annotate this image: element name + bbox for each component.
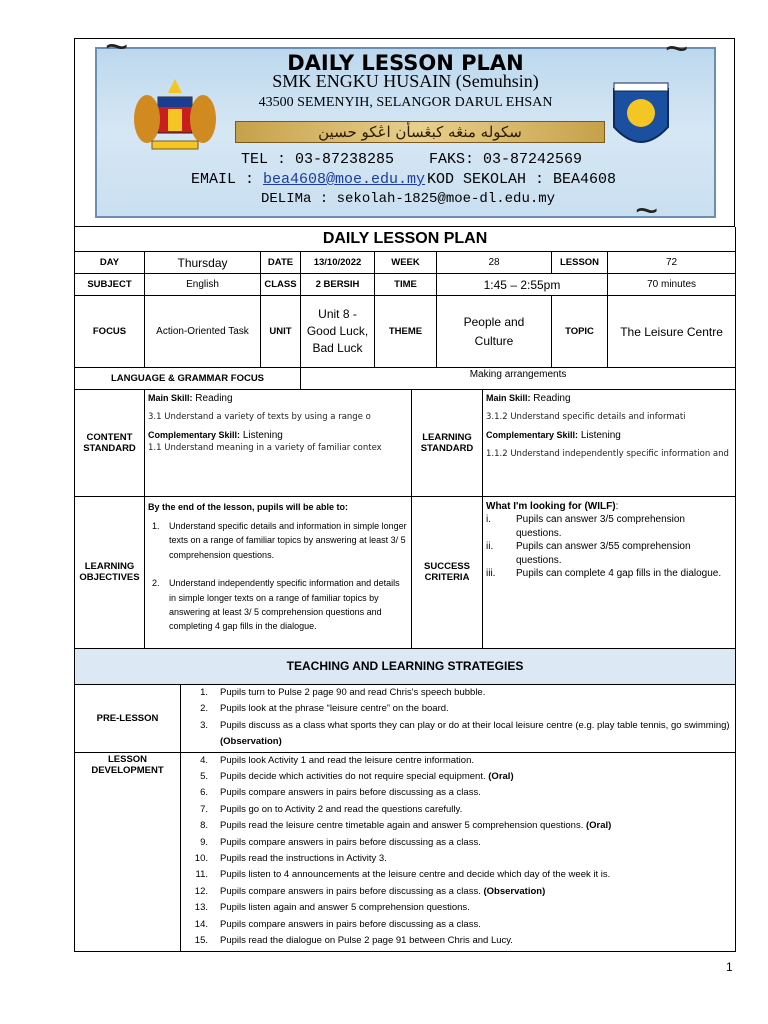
step-number: 6. bbox=[200, 787, 208, 799]
assessment-tag: (Oral) bbox=[585, 820, 612, 832]
step-text bbox=[220, 769, 514, 785]
step-text bbox=[220, 835, 481, 851]
lesson-info-table bbox=[74, 227, 736, 390]
time-value: 1:45 – 2:55pm bbox=[437, 274, 608, 296]
step-body: Pupils compare answers in pairs before discussing as a class. bbox=[220, 787, 481, 799]
step-text bbox=[220, 933, 513, 949]
school-code: KOD SEKOLAH : BEA4608 bbox=[427, 171, 617, 188]
step-body: Pupils listen to 4 announcements at the leisure centre and decide which day of the week it is. bbox=[220, 869, 611, 881]
subject-label: SUBJECT bbox=[75, 274, 145, 296]
strategy-step bbox=[184, 818, 732, 834]
strategy-step bbox=[184, 753, 732, 769]
step-body: Pupils compare answers in pairs before discussing as a class. bbox=[220, 836, 481, 848]
lesson-development-label: LESSON DEVELOPMENT bbox=[75, 752, 181, 951]
learning-objectives-label: LEARNING OBJECTIVES bbox=[75, 496, 145, 648]
assessment-tag: (Observation) bbox=[483, 885, 546, 897]
jawi-school-name: سكوله منڠه كبڠسأن اڠكو حسين bbox=[235, 121, 605, 143]
learning-standard-label: LEARNING STANDARD bbox=[412, 390, 483, 496]
time-label: TIME bbox=[375, 274, 437, 296]
strategy-step bbox=[184, 718, 732, 751]
criteria-text: Pupils can complete 4 gap fills in the dialogue. bbox=[516, 568, 722, 579]
step-body: Pupils compare answers in pairs before discussing as a class. bbox=[220, 885, 481, 897]
topic-label: TOPIC bbox=[552, 296, 608, 368]
content-standard-label: CONTENT STANDARD bbox=[75, 390, 145, 496]
step-body: Pupils read the dialogue on Pulse 2 page 91 between Chris and Lucy. bbox=[220, 935, 513, 947]
strategy-step bbox=[184, 867, 732, 883]
lesson-development-cell bbox=[181, 752, 736, 951]
main-skill-value: Reading bbox=[195, 393, 233, 404]
step-text bbox=[220, 818, 611, 834]
lesson-plan-page bbox=[74, 38, 735, 952]
step-text bbox=[220, 753, 474, 769]
plan-title: DAILY LESSON PLAN bbox=[75, 227, 736, 252]
standards-table bbox=[74, 390, 736, 649]
main-skill-standard: 3.1 Understand a variety of texts by using a range o bbox=[148, 412, 371, 422]
swirl-ornament-icon: ~ bbox=[635, 189, 659, 227]
step-number: 10. bbox=[194, 853, 208, 865]
step-number: 1. bbox=[200, 687, 208, 698]
strategy-step bbox=[184, 851, 732, 867]
email-link[interactable]: bea4608@moe.edu.my bbox=[263, 171, 426, 188]
ls-main-skill-value: Reading bbox=[533, 393, 571, 404]
strategy-step bbox=[184, 884, 732, 900]
telephone: TEL : 03-87238285 bbox=[241, 151, 395, 168]
objectives-intro: By the end of the lesson, pupils will be able to: bbox=[148, 501, 349, 512]
unit-value: Unit 8 - Good Luck, Bad Luck bbox=[301, 296, 375, 368]
step-number: 14. bbox=[194, 918, 208, 930]
email-label: EMAIL : bbox=[191, 171, 264, 188]
step-number: 13. bbox=[194, 902, 208, 914]
email-line bbox=[191, 171, 425, 188]
step-body: Pupils go on to Activity 2 and read the questions carefully. bbox=[220, 803, 463, 815]
ls-complementary-skill-label: Complementary Skill: bbox=[486, 430, 579, 440]
complementary-skill-standard: 1.1 Understand meaning in a variety of familiar contex bbox=[148, 443, 382, 453]
lesson-label: LESSON bbox=[552, 252, 608, 274]
strategy-step bbox=[184, 933, 732, 949]
swirl-ornament-icon: ~ bbox=[105, 38, 129, 69]
school-name: SMK ENGKU HUSAIN (Semuhsin) bbox=[272, 71, 539, 91]
criteria-number: iii. bbox=[486, 568, 496, 579]
step-number: 8. bbox=[200, 820, 208, 832]
pre-lesson-cell bbox=[181, 685, 736, 753]
ls-complementary-skill-value: Listening bbox=[580, 430, 621, 441]
date-value: 13/10/2022 bbox=[301, 252, 375, 274]
ls-main-skill-label: Main Skill: bbox=[486, 393, 531, 403]
step-text bbox=[220, 785, 481, 801]
step-text bbox=[220, 802, 462, 818]
step-text bbox=[220, 685, 485, 701]
theme-label: THEME bbox=[375, 296, 437, 368]
step-body: Pupils look Activity 1 and read the leisure centre information. bbox=[220, 754, 474, 766]
delima-account: DELIMa : sekolah-1825@moe-dl.edu.my bbox=[261, 191, 556, 207]
language-focus-label: LANGUAGE & GRAMMAR FOCUS bbox=[75, 368, 301, 390]
strategy-step bbox=[184, 835, 732, 851]
success-criteria-cell bbox=[483, 496, 736, 648]
strategies-heading: TEACHING AND LEARNING STRATEGIES bbox=[75, 649, 736, 685]
step-number: 5. bbox=[200, 771, 208, 783]
wilf-heading: What I'm looking for (WILF) bbox=[486, 500, 616, 512]
complementary-skill-value: Listening bbox=[242, 430, 283, 441]
strategy-step bbox=[184, 785, 732, 801]
step-number: 15. bbox=[194, 935, 208, 947]
objective-item bbox=[148, 576, 408, 634]
assessment-tag: (Observation) bbox=[220, 736, 282, 748]
step-body: Pupils read the instructions in Activity 3. bbox=[220, 853, 387, 865]
criteria-number: ii. bbox=[486, 541, 494, 552]
objective-text: Understand independently specific information and details in simple longer texts on a range of familiar topics by answering at least 3/ 5 comprehension questions and completing 4 gap fills in the dialogue. bbox=[169, 578, 400, 632]
school-address: 43500 SEMENYIH, SELANGOR DARUL EHSAN bbox=[258, 95, 553, 110]
focus-label: FOCUS bbox=[75, 296, 145, 368]
criteria-text: Pupils can answer 3/55 comprehension questions. bbox=[516, 541, 691, 566]
strategy-step bbox=[184, 900, 732, 916]
criteria-text: Pupils can answer 3/5 comprehension questions. bbox=[516, 514, 685, 539]
step-text bbox=[220, 718, 732, 751]
page-number: 1 bbox=[726, 960, 733, 974]
strategy-step bbox=[184, 917, 732, 933]
class-label: CLASS bbox=[261, 274, 301, 296]
step-text bbox=[220, 851, 387, 867]
step-number: 3. bbox=[200, 719, 208, 731]
topic-value: The Leisure Centre bbox=[608, 296, 736, 368]
objective-item bbox=[148, 519, 408, 562]
strategies-table bbox=[74, 649, 736, 952]
focus-value: Action-Oriented Task bbox=[145, 296, 261, 368]
unit-label: UNIT bbox=[261, 296, 301, 368]
learning-standard-cell bbox=[483, 390, 736, 496]
duration-value: 70 minutes bbox=[608, 274, 736, 296]
pre-lesson-label: PRE-LESSON bbox=[75, 685, 181, 753]
learning-objectives-cell bbox=[145, 496, 412, 648]
ls-complementary-skill-standard: 1.1.2 Understand independently specific information and bbox=[486, 449, 729, 459]
theme-value: People and Culture bbox=[437, 296, 552, 368]
step-number: 12. bbox=[194, 885, 208, 897]
fax: FAKS: 03-87242569 bbox=[429, 151, 583, 168]
objective-text: Understand specific details and information in simple longer texts on a range of familiar topics by answering at least 3/ 5 comprehension questions. bbox=[169, 520, 407, 560]
objective-number: 2. bbox=[152, 578, 160, 589]
ls-main-skill-standard: 3.1.2 Understand specific details and informati bbox=[486, 412, 686, 422]
content-standard-cell bbox=[145, 390, 412, 496]
strategy-step bbox=[184, 802, 732, 818]
class-value: 2 BERSIH bbox=[301, 274, 375, 296]
week-label: WEEK bbox=[375, 252, 437, 274]
swirl-ornament-icon: ~ bbox=[665, 38, 689, 71]
pre-lesson-list bbox=[184, 685, 732, 751]
step-body: Pupils listen again and answer 5 comprehension questions. bbox=[220, 902, 470, 914]
objective-number: 1. bbox=[152, 520, 160, 531]
step-text bbox=[220, 867, 610, 883]
subject-value: English bbox=[145, 274, 261, 296]
criteria-number: i. bbox=[486, 514, 491, 525]
school-banner bbox=[74, 38, 735, 227]
step-body: Pupils compare answers in pairs before discussing as a class. bbox=[220, 918, 481, 930]
step-text bbox=[220, 884, 545, 900]
step-number: 7. bbox=[200, 803, 208, 815]
strategy-step bbox=[184, 685, 732, 701]
complementary-skill-label: Complementary Skill: bbox=[148, 430, 241, 440]
success-criteria-label: SUCCESS CRITERIA bbox=[412, 496, 483, 648]
lesson-development-list bbox=[184, 753, 732, 950]
day-label: DAY bbox=[75, 252, 145, 274]
date-label: DATE bbox=[261, 252, 301, 274]
main-skill-label: Main Skill: bbox=[148, 393, 193, 403]
step-text bbox=[220, 900, 470, 916]
step-number: 4. bbox=[200, 754, 208, 766]
assessment-tag: (Oral) bbox=[488, 771, 514, 783]
step-number: 9. bbox=[200, 836, 208, 848]
language-focus-value: Making arrangements bbox=[301, 368, 736, 390]
wilf-colon: : bbox=[615, 500, 619, 512]
strategy-step bbox=[184, 769, 732, 785]
week-value: 28 bbox=[437, 252, 552, 274]
strategy-step bbox=[184, 701, 732, 717]
step-text bbox=[220, 701, 449, 717]
banner-title: DAILY LESSON PLAN bbox=[287, 51, 524, 75]
day-value: Thursday bbox=[145, 252, 261, 274]
lesson-value: 72 bbox=[608, 252, 736, 274]
step-body: Pupils discuss as a class what sports they can play or do at their local leisure centre (e.g. play table tennis, go swimming) bbox=[220, 719, 730, 731]
step-number: 11. bbox=[195, 869, 208, 881]
criteria-item bbox=[486, 540, 732, 567]
step-body: Pupils turn to Pulse 2 page 90 and read Chris's speech bubble. bbox=[220, 687, 486, 698]
step-body: Pupils look at the phrase “leisure centre” on the board. bbox=[220, 703, 449, 715]
step-number: 2. bbox=[200, 703, 208, 715]
step-body: Pupils read the leisure centre timetable again and answer 5 comprehension questions. bbox=[220, 820, 584, 832]
criteria-item bbox=[486, 567, 732, 581]
step-body: Pupils decide which activities do not require special equipment. bbox=[220, 771, 486, 783]
criteria-item bbox=[486, 513, 732, 540]
step-text bbox=[220, 917, 481, 933]
